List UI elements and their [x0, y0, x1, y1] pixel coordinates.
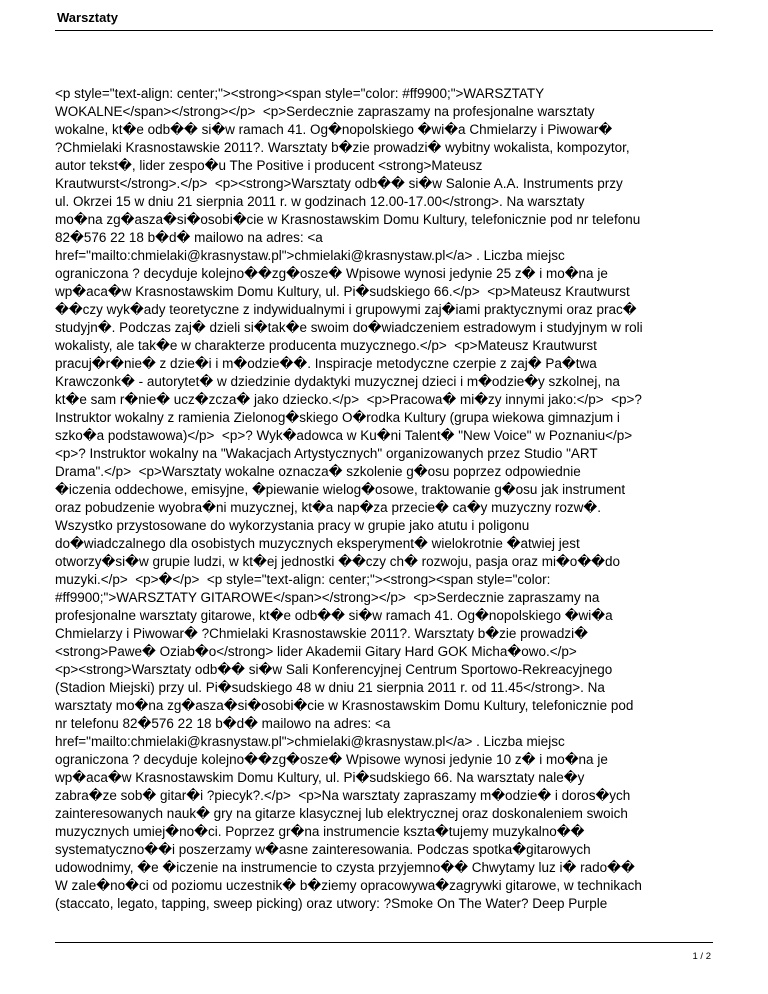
text-line: udowodnimy, �e �iczenie na instrumencie to czysta przyjemno�� Chwytamy luz i� rado�� — [55, 860, 635, 875]
page-header — [0, 0, 768, 36]
text-line: href="mailto:chmielaki@krasnystaw.pl">chmielaki@krasnystaw.pl</a> . Liczba miejsc — [55, 734, 565, 749]
text-line: do�wiadczalnego dla osobistych muzycznych eksperyment� wielokrotnie �atwiej jest — [55, 536, 580, 551]
text-line: href="mailto:chmielaki@krasnystaw.pl">chmielaki@krasnystaw.pl</a> . Liczba miejsc — [55, 248, 565, 263]
text-line: oraz pobudzenie wyobra�ni muzycznej, kt�a nap�za przecie� ca�y muzyczny rozw�. — [55, 500, 602, 515]
text-line: ��czy wyk�ady teoretyczne z indywidualnymi i grupowymi zaj�iami praktycznymi oraz prac� — [55, 302, 637, 317]
text-line: szko�a podstawowa)</p> <p>? Wyk�adowca w Ku�ni Talent� "New Voice" w Poznaniu</p> — [55, 428, 633, 443]
text-line: kt�e sam r�nie� ucz�zcza� jako dziecko.</p> <p>Pracowa� mi�zy innymi jako:</p> <p>? — [55, 392, 642, 407]
text-line: warsztaty mo�na zg�asza�si�osobi�cie w Krasnostawskim Domu Kultury, telefonicznie pod — [55, 698, 634, 713]
text-line: autor tekst�, lider zespo�u The Positive i producent <strong>Mateusz — [55, 158, 483, 173]
text-line: WOKALNE</span></strong></p> <p>Serdecznie zapraszamy na profesjonalne warsztaty — [55, 104, 595, 119]
text-line: studyjn�. Podczas zaj� dzieli si�tak�e swoim do�wiadczeniem estradowym i studyjnym w roli — [55, 320, 643, 335]
text-line: zainteresowanych nauk� gry na gitarze klasycznej lub elektrycznej oraz doskonaleniem swoich — [55, 806, 628, 821]
text-line: 82�576 22 18 b�d� mailowo na adres: <a — [55, 230, 323, 245]
text-line: <p>? Instruktor wokalny na "Wakacjach Artystycznych" organizowanych przez Studio "ART — [55, 446, 598, 461]
text-line: wokalisty, ale tak�e w charakterze producenta muzycznego.</p> <p>Mateusz Krautwurst — [55, 338, 597, 353]
document-body — [55, 85, 717, 913]
text-line: ul. Okrzei 15 w dniu 21 sierpnia 2011 r. w godzinach 12.00-17.00</strong>. Na warsztaty — [55, 194, 585, 209]
text-line: otworzy�si�w grupie ludzi, w kt�ej jednostki ��czy ch� rozwoju, pasja oraz mi�o��do — [55, 554, 621, 569]
text-line: systematyczno��i poszerzamy w�asne zainteresowania. Podczas spotka�gitarowych — [55, 842, 591, 857]
text-line: ograniczona ? decyduje kolejno��zg�osze� Wpisowe wynosi jedynie 10 z� i mo�na je — [55, 752, 608, 767]
footer-divider — [55, 942, 713, 943]
text-line: Krawczonk� - autorytet� w dziedzinie dydaktyki muzycznej dzieci i m�odzie�y szkolnej, na — [55, 374, 620, 389]
text-line: Wszystko przystosowane do wykorzystania pracy w grupie jako atutu i poligonu — [55, 518, 530, 533]
text-line: Krautwurst</strong>.</p> <p><strong>Warsztaty odb�� si�w Salonie A.A. Instruments przy — [55, 176, 623, 191]
text-line: pracuj�r�nie� z dzie�i i m�odzie��. Inspiracje metodyczne czerpie z zaj� Pa�twa — [55, 356, 597, 371]
text-line: profesjonalne warsztaty gitarowe, kt�e odb�� si�w ramach 41. Og�nopolskiego �wi�a — [55, 608, 613, 623]
text-line: nr telefonu 82�576 22 18 b�d� mailowo na adres: <a — [55, 716, 391, 731]
text-line: wokalne, kt�e odb�� si�w ramach 41. Og�nopolskiego �wi�a Chmielarzy i Piwowar� — [55, 122, 613, 137]
page-number: 1 / 2 — [692, 951, 711, 962]
text-line: Drama".</p> <p>Warsztaty wokalne oznacza� szkolenie g�osu poprzez odpowiednie — [55, 464, 581, 479]
text-line: <strong>Pawe� Oziab�o</strong> lider Akademii Gitary Hard GOK Micha�owo.</p> — [55, 644, 577, 659]
text-line: ?Chmielaki Krasnostawskie 2011?. Warsztaty b�zie prowadzi� wybitny wokalista, kompozytor, — [55, 140, 630, 155]
text-line: �iczenia oddechowe, emisyjne, �piewanie wielog�osowe, traktowanie g�osu jak instrument — [55, 482, 626, 497]
text-line: wp�aca�w Krasnostawskim Domu Kultury, ul. Pi�sudskiego 66. Na warsztaty nale�y — [55, 770, 585, 785]
text-line: mo�na zg�asza�si�osobi�cie w Krasnostawskim Domu Kultury, telefonicznie pod nr telefonu — [55, 212, 641, 227]
text-line: W zale�no�ci od poziomu uczestnik� b�ziemy opracowywa�zagrywki gitarowe, w technikach — [55, 878, 642, 893]
text-line: #ff9900;">WARSZTATY GITAROWE</span></strong></p> <p>Serdecznie zapraszamy na — [55, 590, 600, 605]
text-line: <p style="text-align: center;"><strong><span style="color: #ff9900;">WARSZTATY — [55, 86, 545, 101]
text-line: ograniczona ? decyduje kolejno��zg�osze� Wpisowe wynosi jedynie 25 z� i mo�na je — [55, 266, 608, 281]
page-title: Warsztaty — [57, 10, 118, 25]
text-line: zabra�ze sob� gitar�i ?piecyk?.</p> <p>Na warsztaty zapraszamy m�odzie� i doros�ych — [55, 788, 631, 803]
header-divider — [55, 30, 713, 31]
text-line: muzycznych umiej�no�ci. Poprzez gr�na instrumencie kszta�tujemy muzykalno�� — [55, 824, 585, 839]
text-line: <p><strong>Warsztaty odb�� si�w Sali Konferencyjnej Centrum Sportowo-Rekreacyjnego — [55, 662, 613, 677]
text-line: wp�aca�w Krasnostawskim Domu Kultury, ul. Pi�sudskiego 66.</p> <p>Mateusz Krautwurst — [55, 284, 630, 299]
text-line: muzyki.</p> <p>�</p> <p style="text-align: center;"><strong><span style="color: — [55, 572, 551, 587]
text-line: (Stadion Miejski) przy ul. Pi�sudskiego 48 w dniu 21 sierpnia 2011 r. od 11.45</strong>. Na — [55, 680, 605, 695]
text-line: (staccato, legato, tapping, sweep picking) oraz utwory: ?Smoke On The Water? Deep Purple — [55, 896, 608, 911]
text-line: Instruktor wokalny z ramienia Zielonog�skiego O�rodka Kultury (grupa wiekowa gimnazjum i — [55, 410, 620, 425]
text-line: Chmielarzy i Piwowar� ?Chmielaki Krasnostawskie 2011?. Warsztaty b�zie prowadzi� — [55, 626, 588, 641]
